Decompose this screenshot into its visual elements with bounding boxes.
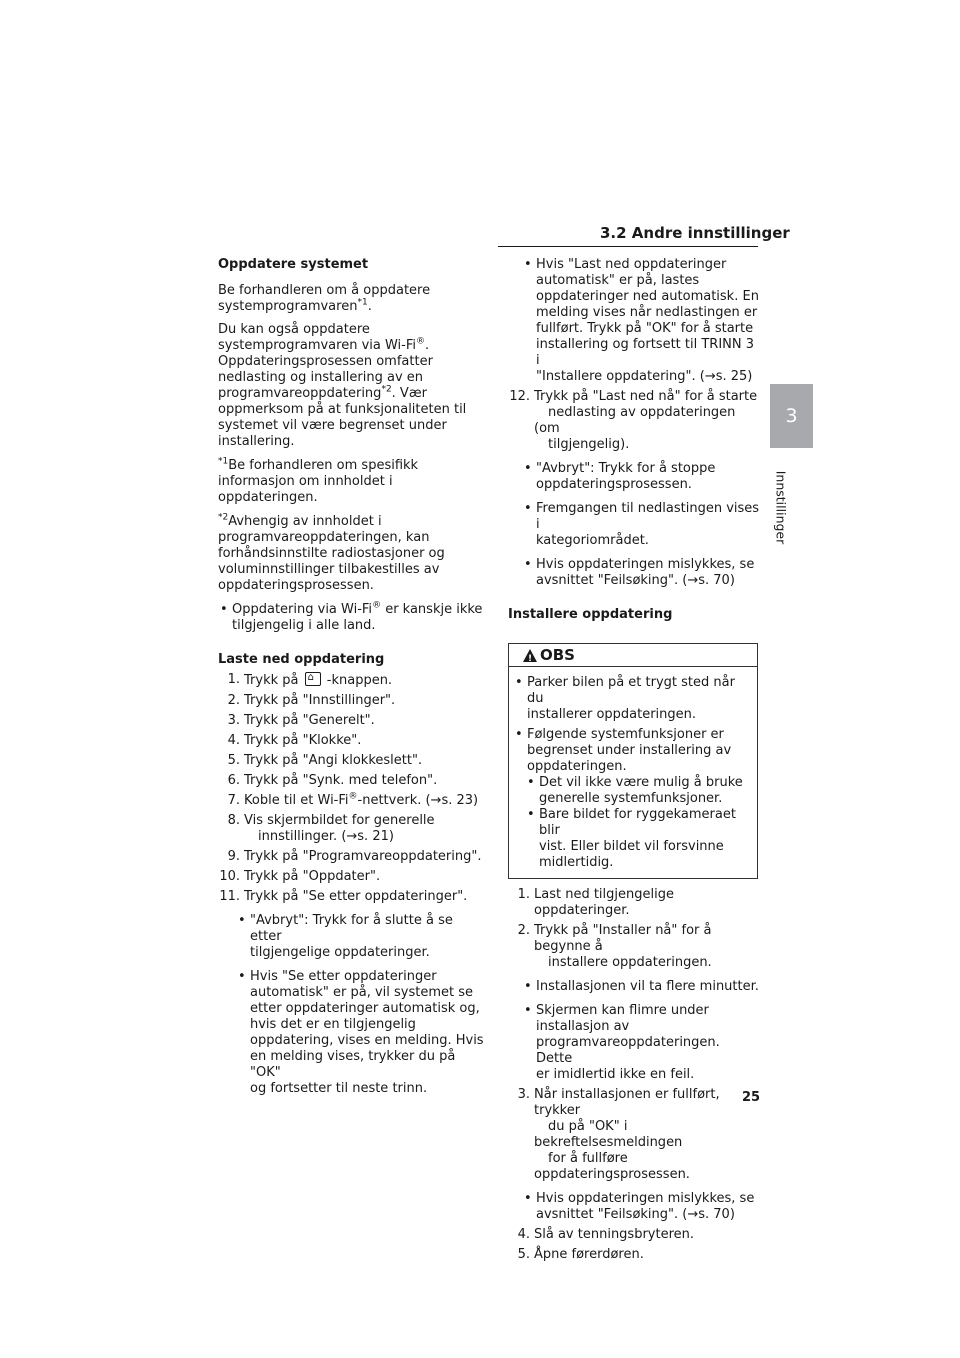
step-number: 5.: [517, 1247, 530, 1262]
bullet-auto-search: [236, 969, 486, 1097]
obs-bullet-functions: [513, 727, 749, 775]
text: installerer oppdateringen.: [527, 707, 697, 722]
text: Trykk på "Last ned nå" for å starte: [534, 389, 758, 404]
step-11: [219, 889, 486, 905]
text: avsnittet "Feilsøking". (→s. 70): [536, 1207, 735, 1222]
text: installering og fortsett til TRINN 3 i: [536, 337, 755, 368]
obs-bullet-park: [513, 675, 749, 723]
text: Hvis "Se etter oppdateringer: [250, 969, 437, 984]
text: tilgjengelig).: [548, 437, 630, 452]
text: og fortsetter til neste trinn.: [250, 1081, 428, 1096]
text: Oppdateringsprosessen omfatter: [218, 354, 433, 369]
text: oppmerksom på at funksjonaliteten til: [218, 402, 467, 417]
text: programvareoppdateringen. Dette: [536, 1035, 720, 1066]
heading-download-update: Laste ned oppdatering: [218, 652, 385, 667]
step-number: 6.: [227, 773, 240, 788]
text: Be forhandleren om spesifikk: [228, 458, 419, 473]
step-10: [219, 869, 486, 885]
text: Avhengig av innholdet i: [228, 514, 382, 529]
text: Hvis "Last ned oppdateringer: [536, 257, 727, 272]
text: Bare bildet for ryggekameraet blir: [539, 807, 736, 838]
text: tilgjengelige oppdateringer.: [250, 945, 430, 960]
bullet-screen-flicker: [522, 1003, 760, 1083]
text: begrenset under installering av: [527, 743, 732, 758]
text: Trykk på "Angi klokkeslett".: [244, 753, 423, 768]
text: systemet vil være begrenset under: [218, 418, 447, 433]
text: Trykk på "Oppdater".: [244, 869, 381, 884]
text: oppdateringen.: [527, 759, 627, 774]
bullet-install-failed: [522, 1191, 760, 1223]
text: Hvis oppdateringen mislykkes, se: [536, 1191, 755, 1206]
obs-subbullet-general: [525, 775, 749, 807]
text: Hvis oppdateringen mislykkes, se: [536, 557, 755, 572]
text: Trykk på "Innstillinger".: [244, 693, 396, 708]
bullet-install-time: [522, 979, 760, 995]
install-step-1: [517, 887, 760, 919]
text: tilgjengelig i alle land.: [232, 618, 376, 633]
step-number: 9.: [227, 849, 240, 864]
step-number: 1.: [517, 887, 530, 902]
footnote-ref: *1: [357, 297, 368, 308]
text: du på "OK" i bekreftelsesmeldingen: [534, 1119, 683, 1150]
text: "Installere oppdatering". (→s. 25): [536, 369, 753, 384]
text: .: [425, 338, 430, 353]
text: Når installasjonen er fullført, trykker: [534, 1087, 720, 1118]
chapter-number: 3: [785, 405, 798, 427]
text: Vis skjermbildet for generelle: [244, 813, 435, 828]
bullet-progress: [522, 501, 760, 549]
paragraph-dealer: [218, 283, 486, 315]
text: fullført. Trykk på "OK" for å starte: [536, 321, 754, 336]
text: for å fullføre oppdateringsprosessen.: [534, 1151, 690, 1182]
heading-update-system: Oppdatere systemet: [218, 257, 369, 272]
step-number: 11.: [219, 889, 240, 904]
page-number: 25: [742, 1090, 761, 1105]
text: -knappen.: [326, 673, 393, 688]
text: Trykk på "Programvareoppdatering".: [244, 849, 482, 864]
text: vist. Eller bildet vil forsvinne: [539, 839, 724, 854]
footnote-2: [218, 514, 486, 594]
text: Parker bilen på et trygt sted når du: [527, 675, 735, 706]
text: oppdateringer ned automatisk. En: [536, 289, 759, 304]
right-column: [508, 257, 760, 1263]
bullet-download-failed: [522, 557, 760, 589]
registered-mark: ®: [372, 600, 382, 611]
text: -nettverk. (→s. 23): [357, 793, 479, 808]
step-8: [227, 813, 486, 845]
text: Last ned tilgjengelige oppdateringer.: [534, 887, 674, 918]
text: etter oppdateringer automatisk og,: [250, 1001, 480, 1016]
step-number: 4.: [517, 1227, 530, 1242]
text: nedlasting av oppdateringen (om: [534, 405, 736, 436]
text: midlertidig.: [539, 855, 614, 870]
text: forhåndsinnstilte radiostasjoner og: [218, 546, 445, 561]
step-number: 4.: [227, 733, 240, 748]
registered-mark: ®: [416, 336, 425, 347]
footnote-1: [218, 458, 486, 506]
install-step-5: [517, 1247, 760, 1263]
text: en melding vises, trykker du på "OK": [250, 1049, 456, 1080]
text: Oppdatering via Wi-Fi: [232, 602, 373, 617]
text: er imidlertid ikke en feil.: [536, 1067, 695, 1082]
chapter-tab: [770, 384, 813, 448]
section-header: 3.2 Andre innstillinger: [600, 224, 790, 242]
text: Trykk på "Synk. med telefon".: [244, 773, 438, 788]
text: automatisk" er på, lastes: [536, 273, 700, 288]
step-7: [227, 791, 486, 809]
install-step-4: [517, 1227, 760, 1243]
step-4: [227, 733, 486, 749]
text: Trykk på "Klokke".: [244, 733, 362, 748]
registered-mark: ®: [348, 791, 358, 802]
step-number: 2.: [227, 693, 240, 708]
step-number: 3.: [517, 1087, 530, 1102]
text: oppdateringen.: [218, 490, 318, 505]
text: "Avbryt": Trykk for å stoppe: [536, 461, 716, 476]
step-1: [227, 672, 486, 689]
chapter-label: Innstillinger: [773, 470, 789, 544]
step-2: [227, 693, 486, 709]
text: generelle systemfunksjoner.: [539, 791, 723, 806]
text: installering.: [218, 434, 295, 449]
text: Det vil ikke være mulig å bruke: [539, 775, 743, 790]
text: melding vises når nedlastingen er: [536, 305, 758, 320]
obs-title: OBS: [540, 646, 575, 664]
text: Trykk på "Se etter oppdateringer".: [244, 889, 468, 904]
text: Trykk på "Generelt".: [244, 713, 375, 728]
step-number: 12.: [509, 389, 530, 404]
header-rule: [498, 246, 758, 247]
step-number: 1.: [227, 672, 240, 687]
text: Slå av tenningsbryteren.: [534, 1227, 695, 1242]
chapter-label-box: [766, 462, 796, 552]
text: hvis det er en tilgjengelig: [250, 1017, 416, 1032]
footnote-mark: *2: [218, 512, 229, 523]
step-number: 7.: [227, 793, 240, 808]
obs-header: [509, 644, 757, 667]
obs-subbullet-camera: [525, 807, 749, 871]
text: oppdatering, vises en melding. Hvis: [250, 1033, 484, 1048]
text: programvareoppdatering: [218, 386, 382, 401]
step-number: 8.: [227, 813, 240, 828]
text: Fremgangen til nedlastingen vises i: [536, 501, 760, 532]
footnote-ref: *2: [381, 384, 392, 395]
bullet-cancel-search: [236, 913, 486, 961]
text: automatisk" er på, vil systemet se: [250, 985, 474, 1000]
home-button-icon: [305, 672, 321, 686]
step-6: [227, 773, 486, 789]
step-5: [227, 753, 486, 769]
download-steps: [218, 672, 486, 1097]
obs-notice-box: [508, 643, 758, 879]
step-3: [227, 713, 486, 729]
text: systemprogramvaren via Wi-Fi: [218, 338, 416, 353]
text: informasjon om innholdet i: [218, 474, 393, 489]
text: oppdateringsprosessen.: [218, 578, 374, 593]
text: .: [367, 299, 372, 314]
left-column: [218, 257, 486, 1097]
step-12: [508, 389, 760, 453]
text: Trykk på: [244, 673, 299, 688]
text: installere oppdateringen.: [548, 955, 712, 970]
text: Skjermen kan flimre under: [536, 1003, 709, 1018]
text: . Vær: [391, 386, 427, 401]
install-steps: [508, 887, 760, 1263]
text: nedlasting og installering av en: [218, 370, 424, 385]
text: voluminnstillinger tilbakestilles av: [218, 562, 440, 577]
step-9: [227, 849, 486, 865]
text: Installasjonen vil ta flere minutter.: [536, 979, 759, 994]
text: Trykk på "Installer nå" for å begynne å: [534, 923, 712, 954]
warning-icon: [523, 649, 537, 662]
text: installasjon av: [536, 1019, 630, 1034]
obs-body: [509, 667, 757, 878]
text: Du kan også oppdatere: [218, 322, 370, 337]
text: programvareoppdateringen, kan: [218, 530, 430, 545]
step-number: 2.: [517, 923, 530, 938]
text: innstillinger. (→s. 21): [258, 829, 394, 844]
text: Be forhandleren om å oppdatere: [218, 283, 431, 298]
text: er kanskje ikke: [381, 602, 483, 617]
step-number: 10.: [219, 869, 240, 884]
step-number: 3.: [227, 713, 240, 728]
paragraph-wifi: [218, 322, 486, 450]
text: Koble til et Wi-Fi: [244, 793, 349, 808]
bullet-auto-download: [522, 257, 760, 385]
step-number: 5.: [227, 753, 240, 768]
text: avsnittet "Feilsøking". (→s. 70): [536, 573, 735, 588]
text: "Avbryt": Trykk for å slutte å se etter: [250, 913, 453, 944]
text: Åpne førerdøren.: [534, 1247, 644, 1262]
heading-install-update: Installere oppdatering: [508, 607, 673, 622]
text: oppdateringsprosessen.: [536, 477, 692, 492]
footnote-mark: *1: [218, 456, 229, 467]
bullet-wifi-availability: [218, 602, 486, 634]
text: kategoriområdet.: [536, 533, 649, 548]
text: systemprogramvaren: [218, 299, 358, 314]
install-step-2: [517, 923, 760, 971]
install-step-3: [517, 1087, 760, 1183]
text: Følgende systemfunksjoner er: [527, 727, 724, 742]
bullet-cancel-download: [522, 461, 760, 493]
